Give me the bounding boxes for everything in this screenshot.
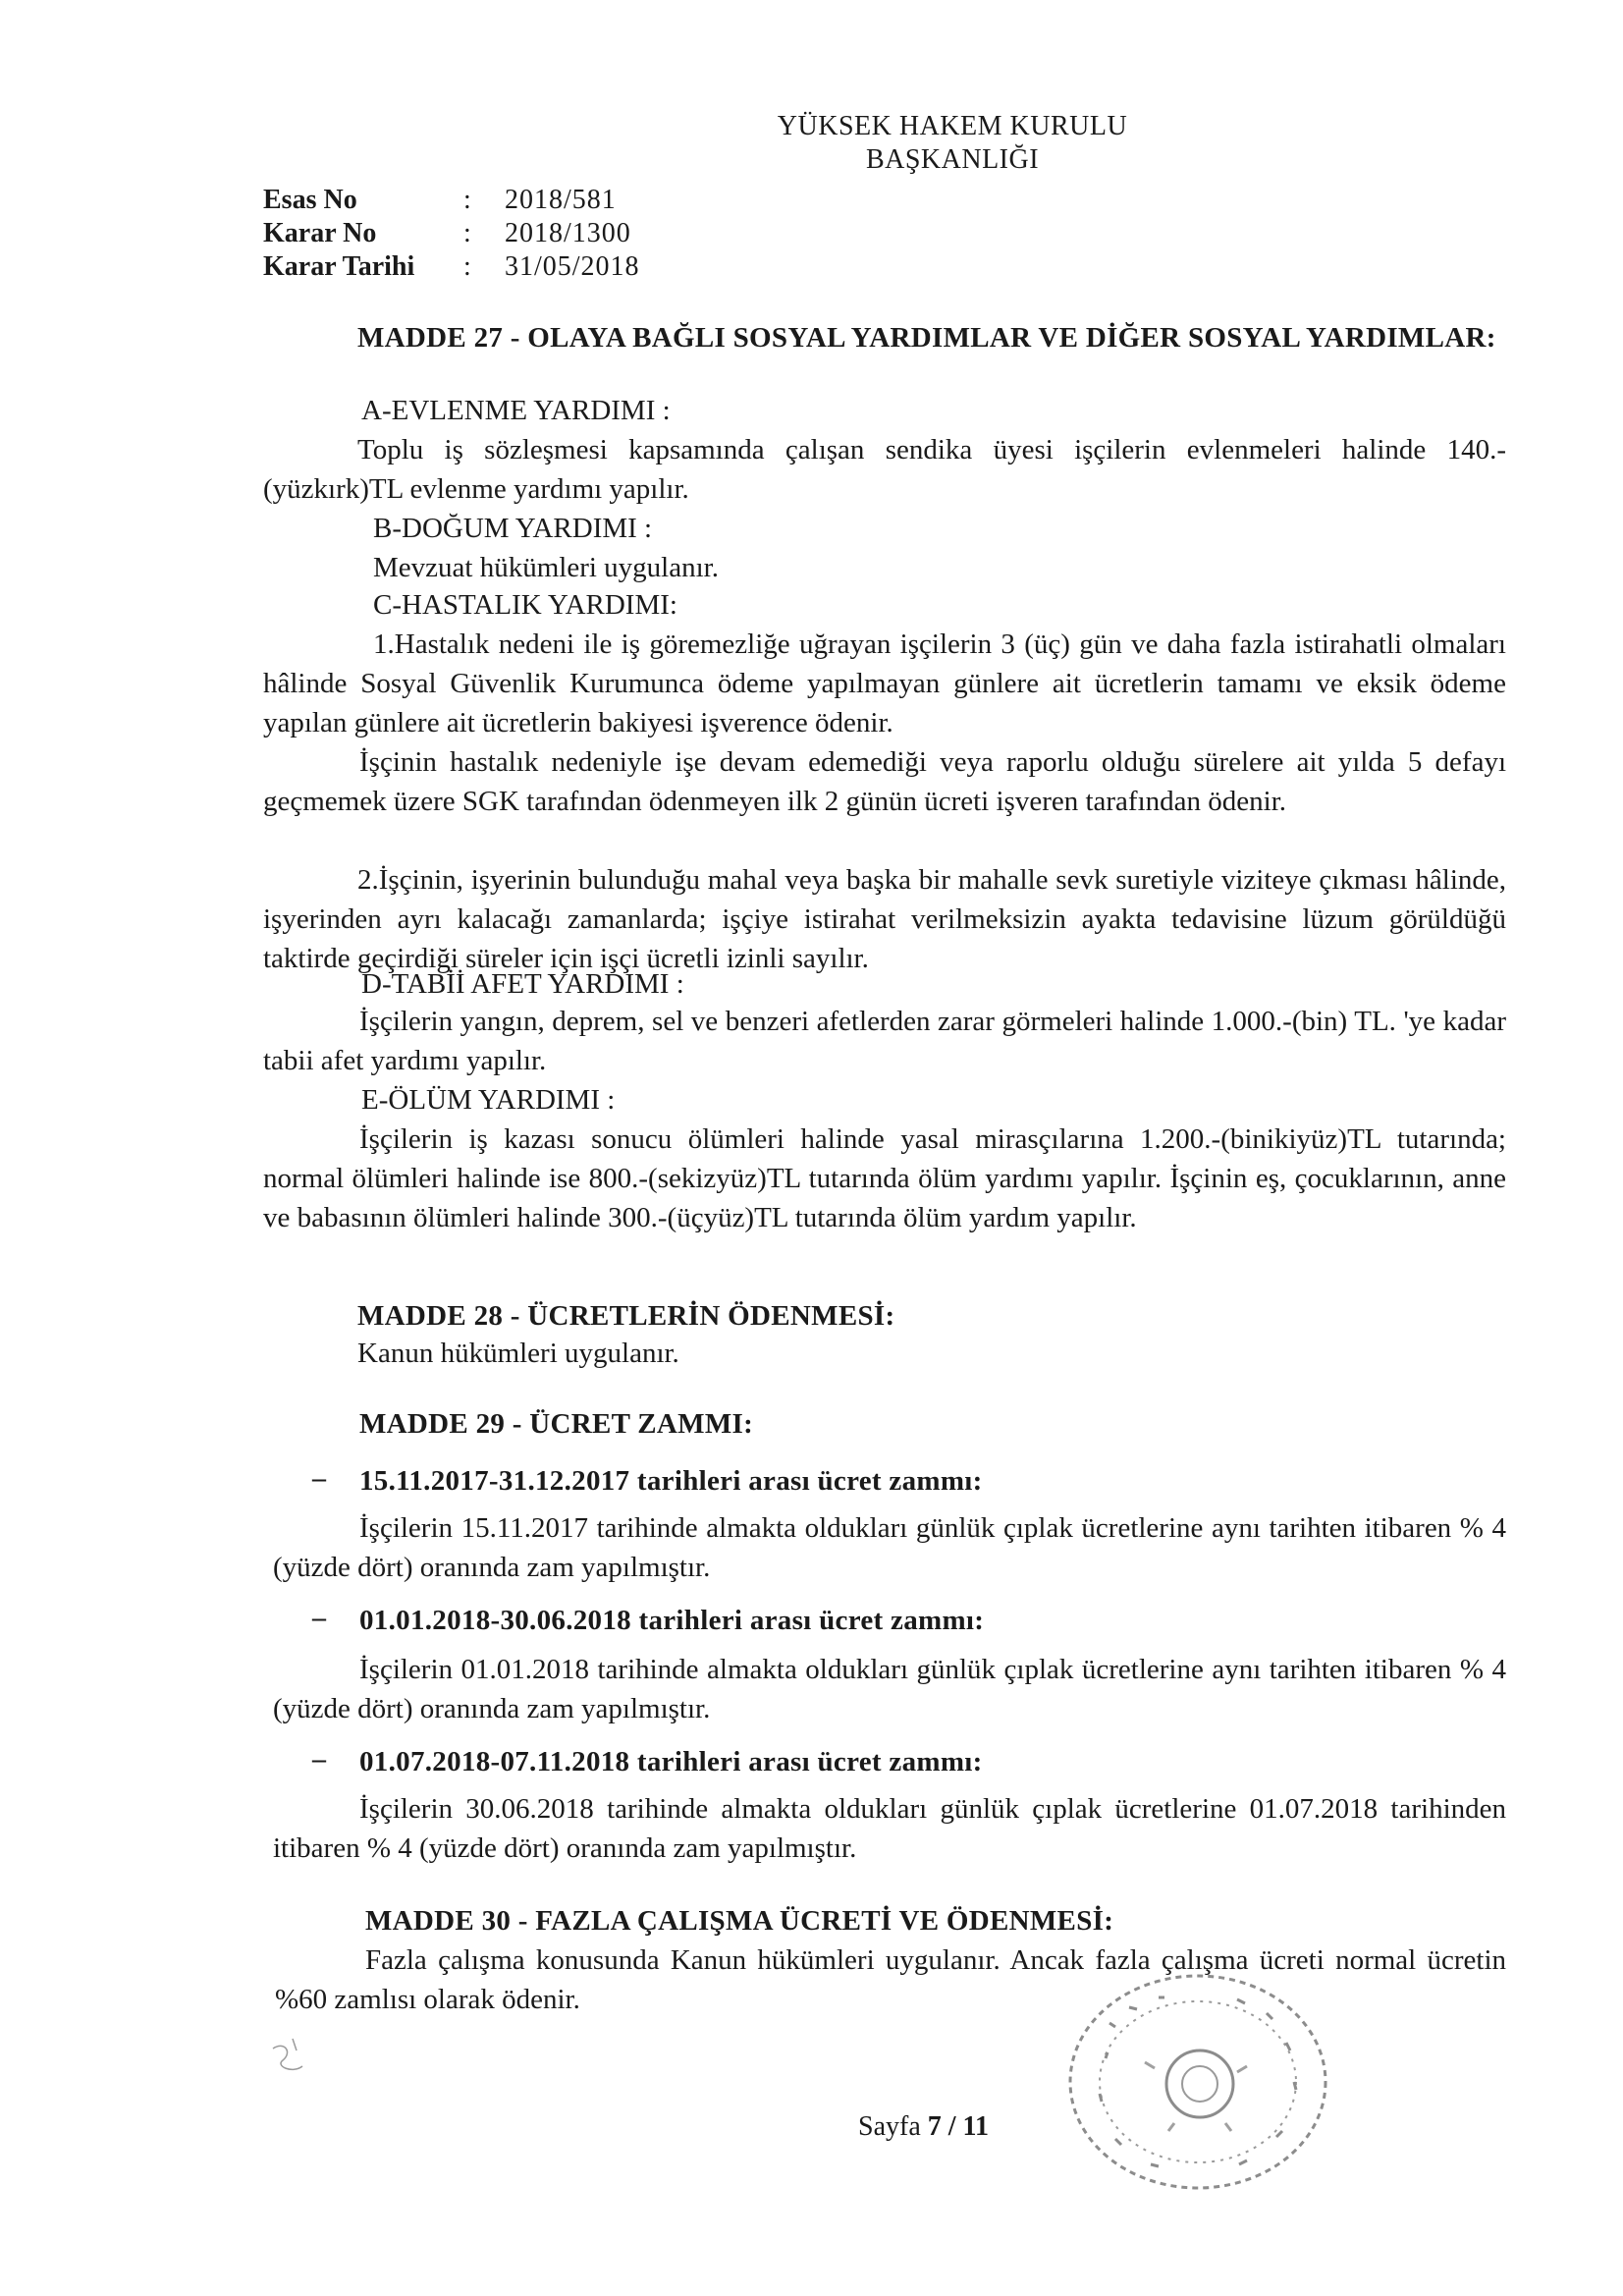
- page-number-value: 7 / 11: [927, 2111, 989, 2142]
- madde-27-e-text: İşçilerin iş kazası sonucu ölümleri halinde yasal mirasçılarına 1.200.-(binikiyüz)TL tutarında; normal ölümleri halinde ise 800.-(sekizyüz)TL tutarında ölüm yardımı yapılır. İşçinin eş, çocuklarının, anne ve babasının ölümleri halinde 300.-(üçyüz)TL tutarında ölüm yardım yapılır.: [263, 1123, 1506, 1233]
- organization-line-1: YÜKSEK HAKEM KURULU: [777, 111, 1128, 141]
- meta-row-esas: [263, 185, 774, 218]
- meta-label: Karar Tarihi: [263, 251, 415, 282]
- meta-value: 2018/1300: [505, 218, 631, 248]
- meta-colon: :: [463, 218, 471, 248]
- meta-label: Esas No: [263, 185, 357, 215]
- madde-27-c-text-3: 2.İşçinin, işyerinin bulunduğu mahal veya başka bir mahalle sevk suretiyle viziteye çıkması hâlinde, işyerinden ayrı kalacağı zamanlarda; işçiye istirahat verilmeksizin ayakta tedavisine lüzum görüldüğü taktirde geçirdiği süreler için işçi ücretli izinli sayılır.: [263, 864, 1506, 974]
- organization-line-2: BAŞKANLIĞI: [865, 144, 1040, 175]
- madde-27-title: MADDE 27 - OLAYA BAĞLI SOSYAL YARDIMLAR VE DİĞER SOSYAL YARDIMLAR:: [357, 322, 1496, 354]
- madde-27-a-title: A-EVLENME YARDIMI :: [361, 395, 671, 426]
- madde-28-text: Kanun hükümleri uygulanır.: [357, 1338, 679, 1369]
- madde-29-item-3-title: 01.07.2018-07.11.2018 tarihleri arası ücret zammı:: [359, 1746, 983, 1777]
- madde-29-title: MADDE 29 - ÜCRET ZAMMI:: [359, 1408, 754, 1440]
- madde-27-c-text-1: 1.Hastalık nedeni ile iş göremezliğe uğrayan işçilerin 3 (üç) gün ve daha fazla istirahatli olmaları hâlinde Sosyal Güvenlik Kurumunca ödeme yapılmayan günlere ait ücretlerin tamamı ve eksik ödeme yapılan günlere ait ücretlerin bakiyesi işverence ödenir.: [263, 629, 1506, 738]
- dash-bullet: –: [312, 1463, 326, 1494]
- meta-label: Karar No: [263, 218, 377, 248]
- madde-27-b-text: Mevzuat hükümleri uygulanır.: [373, 552, 719, 583]
- meta-row-karar: [263, 218, 774, 251]
- madde-29-item-1-title: 15.11.2017-31.12.2017 tarihleri arası ücret zammı:: [359, 1465, 983, 1497]
- madde-29-item-2-text: İşçilerin 01.01.2018 tarihinde almakta oldukları günlük çıplak ücretlerine aynı tarihten itibaren % 4 (yüzde dört) oranında zam yapılmıştır.: [273, 1654, 1506, 1724]
- meta-value: 2018/581: [505, 185, 617, 215]
- madde-27-d-title: D-TABİİ AFET YARDIMI :: [361, 968, 684, 1000]
- page-number: [858, 2111, 989, 2143]
- dash-bullet: –: [312, 1744, 326, 1775]
- madde-29-item-2-title: 01.01.2018-30.06.2018 tarihleri arası ücret zammı:: [359, 1605, 985, 1636]
- dash-bullet: –: [312, 1603, 326, 1633]
- page-prefix: Sayfa: [858, 2111, 921, 2142]
- official-stamp-icon: [1051, 1964, 1345, 2200]
- madde-27-c-title: C-HASTALIK YARDIMI:: [373, 589, 677, 621]
- madde-28-title: MADDE 28 - ÜCRETLERİN ÖDENMESİ:: [357, 1300, 895, 1332]
- madde-27-a-text: Toplu iş sözleşmesi kapsamında çalışan sendika üyesi işçilerin evlenmeleri halinde 140.-(yüzkırk)TL evlenme yardımı yapılır.: [263, 434, 1506, 505]
- meta-row-tarih: [263, 251, 774, 285]
- madde-29-item-3-text: İşçilerin 30.06.2018 tarihinde almakta oldukları günlük çıplak ücretlerine 01.07.2018 tarihinden itibaren % 4 (yüzde dört) oranında zam yapılmıştır.: [273, 1793, 1506, 1864]
- madde-29-item-1-text: İşçilerin 15.11.2017 tarihinde almakta oldukları günlük çıplak ücretlerine aynı tarihten itibaren % 4 (yüzde dört) oranında zam yapılmıştır.: [273, 1512, 1506, 1583]
- madde-27-b-title: B-DOĞUM YARDIMI :: [373, 513, 653, 544]
- meta-value: 31/05/2018: [505, 251, 640, 282]
- meta-colon: :: [463, 185, 471, 215]
- madde-27-d-text: İşçilerin yangın, deprem, sel ve benzeri afetlerden zarar görmeleri halinde 1.000.-(bin) TL. 'ye kadar tabii afet yardımı yapılır.: [263, 1006, 1506, 1076]
- organization-name: [677, 110, 1227, 177]
- madde-30-text: Fazla çalışma konusunda Kanun hükümleri uygulanır. Ancak fazla çalışma ücreti normal ücretin %60 zamlısı olarak ödenir.: [275, 1944, 1506, 2015]
- madde-30-title: MADDE 30 - FAZLA ÇALIŞMA ÜCRETİ VE ÖDENMESİ:: [365, 1905, 1114, 1937]
- madde-27-c-text-2: İşçinin hastalık nedeniyle işe devam edemediği veya raporlu olduğu sürelere ait yılda 5 defayı geçmemek üzere SGK tarafından ödenmeyen ilk 2 günün ücreti işveren tarafından ödenir.: [263, 746, 1506, 817]
- meta-colon: :: [463, 251, 471, 282]
- handwritten-mark-icon: [263, 2031, 322, 2090]
- madde-27-e-title: E-ÖLÜM YARDIMI :: [361, 1084, 616, 1116]
